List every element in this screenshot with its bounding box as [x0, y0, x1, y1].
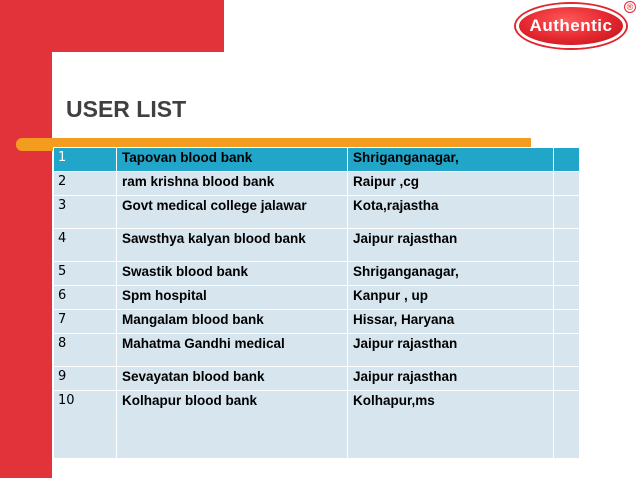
- row-empty-cell: [554, 148, 580, 172]
- table-row: [54, 172, 580, 196]
- row-name: Spm hospital: [117, 286, 348, 310]
- row-name: Swastik blood bank: [117, 262, 348, 286]
- row-name: Mahatma Gandhi medical: [117, 334, 348, 367]
- table-row: [54, 367, 580, 391]
- row-name: ram krishna blood bank: [117, 172, 348, 196]
- row-number: 3: [54, 196, 117, 229]
- table-row: [54, 262, 580, 286]
- row-city: Jaipur rajasthan: [348, 229, 554, 262]
- row-name: Sawsthya kalyan blood bank: [117, 229, 348, 262]
- row-name: Mangalam blood bank: [117, 310, 348, 334]
- table-row: [54, 286, 580, 310]
- row-number: 6: [54, 286, 117, 310]
- row-number: 4: [54, 229, 117, 262]
- row-empty-cell: [554, 367, 580, 391]
- row-empty-cell: [554, 391, 580, 459]
- table-row: [54, 334, 580, 367]
- table-row: [54, 310, 580, 334]
- row-empty-cell: [554, 286, 580, 310]
- row-number: 1: [54, 148, 117, 172]
- row-city: Jaipur rajasthan: [348, 334, 554, 367]
- row-empty-cell: [554, 334, 580, 367]
- row-number: 2: [54, 172, 117, 196]
- row-empty-cell: [554, 262, 580, 286]
- row-city: Shriganganagar,: [348, 262, 554, 286]
- registered-mark: ®: [624, 1, 636, 13]
- table-row: [54, 229, 580, 262]
- authentic-logo: [516, 4, 626, 48]
- row-name: Tapovan blood bank: [117, 148, 348, 172]
- row-city: Shriganganagar,: [348, 148, 554, 172]
- row-city: Kolhapur,ms: [348, 391, 554, 459]
- row-empty-cell: [554, 310, 580, 334]
- page-title: USER LIST: [66, 96, 187, 122]
- user-list-table: [53, 147, 580, 459]
- logo-text: Authentic: [529, 16, 613, 35]
- table-row: [54, 391, 580, 459]
- red-side-strip: [0, 0, 52, 478]
- table-row: [54, 148, 580, 172]
- row-number: 7: [54, 310, 117, 334]
- row-name: Kolhapur blood bank: [117, 391, 348, 459]
- row-number: 5: [54, 262, 117, 286]
- row-number: 8: [54, 334, 117, 367]
- row-city: Jaipur rajasthan: [348, 367, 554, 391]
- row-city: Kanpur , up: [348, 286, 554, 310]
- row-empty-cell: [554, 229, 580, 262]
- row-empty-cell: [554, 196, 580, 229]
- row-city: Hissar, Haryana: [348, 310, 554, 334]
- row-name: Govt medical college jalawar: [117, 196, 348, 229]
- row-name: Sevayatan blood bank: [117, 367, 348, 391]
- row-empty-cell: [554, 172, 580, 196]
- row-number: 10: [54, 391, 117, 459]
- row-city: Raipur ,cg: [348, 172, 554, 196]
- table-row: [54, 196, 580, 229]
- row-city: Kota,rajastha: [348, 196, 554, 229]
- row-number: 9: [54, 367, 117, 391]
